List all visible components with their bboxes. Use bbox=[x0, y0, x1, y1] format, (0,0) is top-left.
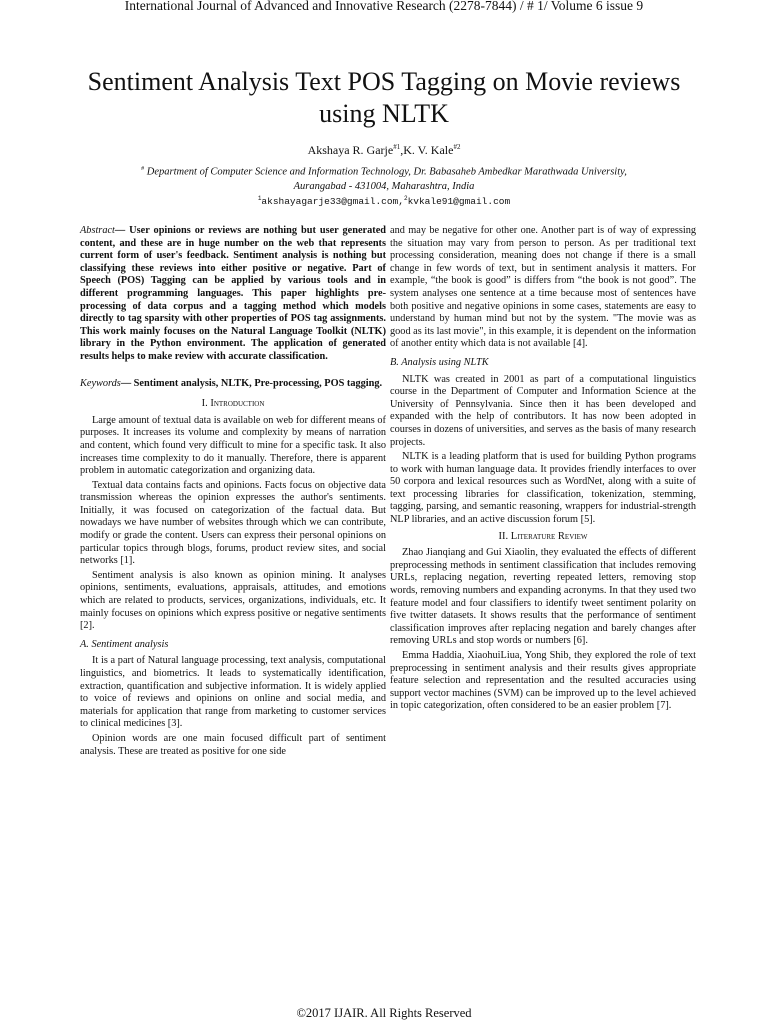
subsection-heading: B. Analysis using NLTK bbox=[390, 356, 489, 368]
email-link[interactable]: akshayagarje33@gmail.com, bbox=[261, 196, 404, 208]
email-sup: 1 bbox=[257, 195, 262, 202]
paragraph: It is a part of Natural language processing, text analysis, computational linguistics, and biometrics. It leads to systematically identification, extraction, quantification and subjective information. It is widely applied to voice of reviews and opinions on online and social media, and materials for application that range from marketing to customer services to clinical medicines [3]. bbox=[80, 655, 386, 730]
author-name: K. V. Kale bbox=[403, 143, 454, 157]
affiliation-sup: # bbox=[141, 166, 145, 172]
paragraph: Textual data contains facts and opinions. Facts focus on objective data transmission whereas the opinion expresses the author's sentiments. Initially, it was focused on categorization of the factual data. But nowadays we have number of websites through which we can contribute, modify or grade the content. Users can express their personal opinions on particular topics through blogs, forums, product review sites, and social networks [1]. bbox=[80, 479, 386, 567]
section-heading: II. Literature Review bbox=[498, 530, 588, 542]
paragraph: Opinion words are one main focused difficult part of sentiment analysis. These are treated as positive for one side bbox=[80, 732, 386, 757]
keywords-text: — Sentiment analysis, NLTK, Pre-processing, POS tagging. bbox=[120, 377, 383, 389]
keywords-label: Keywords bbox=[80, 377, 121, 389]
right-column bbox=[390, 225, 696, 715]
abstract-text: — User opinions or reviews are nothing but user generated content, and these are in huge number on the web that represents current form of user's feedback. Sentiment analysis is nothing but classifying these reviews into either positive or negative. Part of Speech (POS) Tagging can be applied by various tools and in different programming languages. This paper highlights pre-processing of data corpus and a tagging method which models directly to tag sparsity with other properties of POS tag assignments. This work mainly focuses on the Natural Language Toolkit (NLTK) library in the Python environment. The application of generated results helps to make review with accurate classification. bbox=[80, 225, 386, 362]
journal-header: International Journal of Advanced and Innovative Research (2278-7844) / # 1/ Volume 6 issue 9 bbox=[124, 0, 644, 13]
paper-title: Sentiment Analysis Text POS Tagging on Movie reviews using NLTK bbox=[87, 67, 681, 128]
section-heading: I. Introduction bbox=[201, 398, 265, 410]
subsection-heading: A. Sentiment analysis bbox=[80, 638, 169, 650]
email-link[interactable]: kvkale91@gmail.com bbox=[407, 196, 511, 208]
author-line bbox=[0, 140, 768, 157]
left-column bbox=[80, 225, 386, 760]
paragraph: Zhao Jianqiang and Gui Xiaolin, they evaluated the effects of different preprocessing methods in sentiment classification that includes removing URLs, replacing negation, reverting repeated letters, removing stop words, removing numbers and expanding acronyms. In that they used two feature model and four classifiers to identify tweet sentiment polarity on five twitter datasets. It shows results that the performance of sentiment classification improves after replacing negation and barely changes after removing URLs and stop words or numbers [6]. bbox=[390, 547, 696, 647]
paragraph: Emma Haddia, XiaohuiLiua, Yong Shib, they explored the role of text preprocessing in sentiment analysis and their results gives appropriate feature selection and representation and the resulted accuracies using support vector machines (SVM) can be improved up to the level achieved in topic categorization, often considered to be an easier problem [7]. bbox=[390, 650, 696, 712]
affiliation-line: Department of Computer Science and Information Technology, Dr. Babasaheb Ambedkar Marathwada University, bbox=[146, 166, 627, 178]
author-separator: , bbox=[400, 143, 404, 157]
email-sup: 2 bbox=[403, 195, 408, 202]
paragraph: NLTK is a leading platform that is used for building Python programs to work with human language data. It provides friendly interfaces to over 50 corpora and lexical resources such as WordNet, along with a suite of text processing libraries for classification, tokenization, stemming, tagging, parsing, and semantic reasoning, wrappers for industrial-strength NLP libraries, and an active discussion forum [5]. bbox=[390, 451, 696, 526]
paragraph: NLTK was created in 2001 as part of a computational linguistics course in the Department of Computer and Information Science at the University of Pennsylvania. Since then it has been developed and expanded with the help of contributors. It has now been adopted in courses in dozens of universities, and serves as the basis of many research projects. bbox=[390, 373, 696, 448]
keywords bbox=[80, 378, 386, 391]
author-sup: #1 bbox=[393, 143, 401, 151]
author-name: Akshaya R. Garje bbox=[307, 143, 394, 157]
abstract bbox=[80, 225, 386, 364]
copyright-footer: ©2017 IJAIR. All Rights Reserved bbox=[296, 1006, 472, 1020]
affiliation bbox=[60, 162, 708, 194]
author-sup: #2 bbox=[453, 143, 461, 151]
abstract-label: Abstract bbox=[80, 225, 115, 236]
paragraph: Sentiment analysis is also known as opinion mining. It analyses opinions, sentiments, evaluations, appraisals, attitudes, and emotions which are related to products, services, organizations, individuals, etc. It mainly focuses on opinions which express positive or negative sentiments [2]. bbox=[80, 569, 386, 632]
paragraph: Large amount of textual data is available on web for different means of purposes. It increases its volume and complexity by means of narration and content, which found very difficult to mine for a specific task. It also increases time complexity to do it manually. Therefore, there is apparent problem in automatic categorization and organizing data. bbox=[80, 414, 386, 477]
affiliation-line: Aurangabad - 431004, Maharashtra, India bbox=[293, 180, 475, 192]
paragraph: and may be negative for other one. Another part is of way of expressing the situation may vary from person to person. As per traditional text processing consideration, meaning does not change if there is a small change in few words of text, but in sentiment analysis it matters. For example, “the book is good” is differs from “the book is not good”. The system analyses one sentence at a time because most of sentences have both positive and negative opinions in some cases, statements are easy to understand by human mind but not by the system. "The movie was as good as its last movie", in this example, it is dependent on the information of another entity which data is not available [4]. bbox=[390, 225, 696, 350]
email-line bbox=[0, 193, 768, 208]
